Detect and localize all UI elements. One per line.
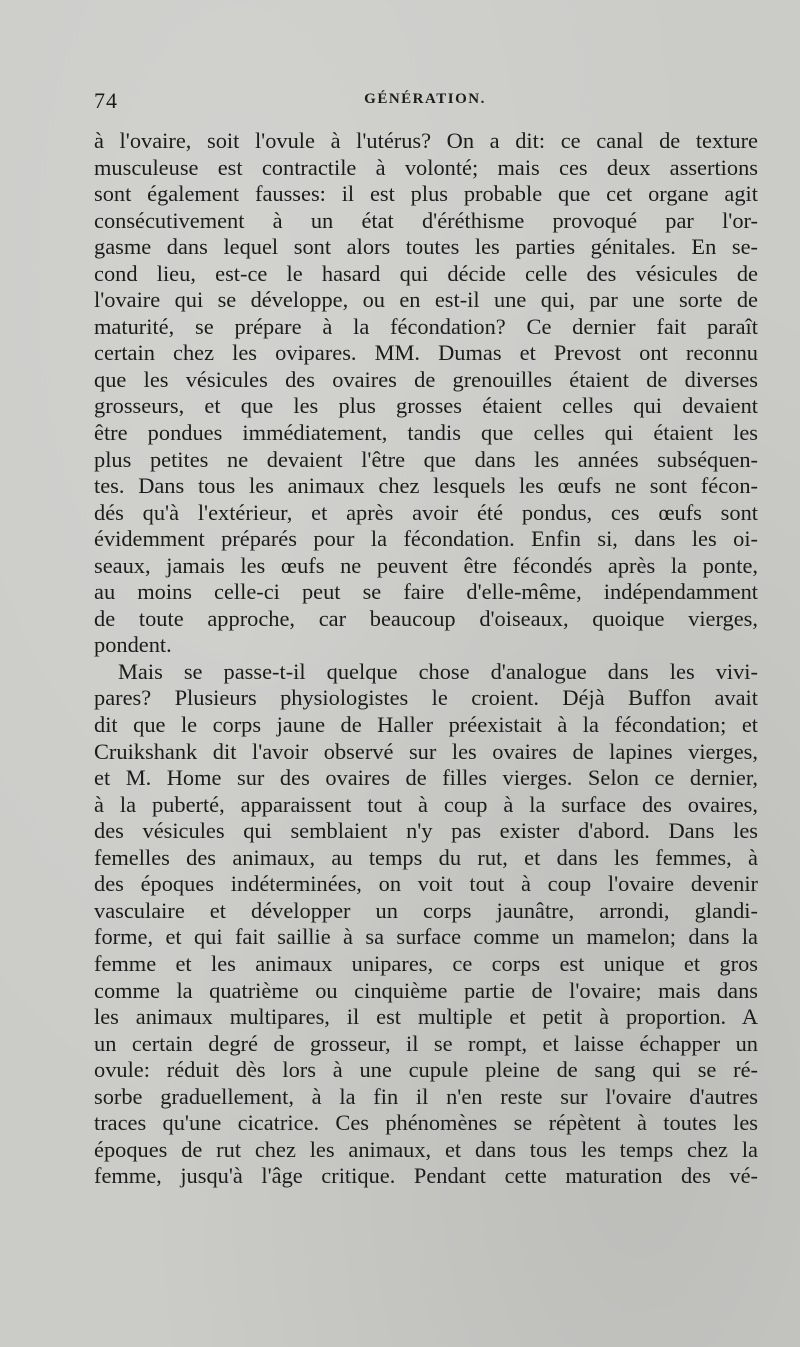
text-line: à l'ovaire, soit l'ovule à l'utérus? On a dit: ce canal de texture: [94, 128, 758, 153]
text-line: forme, et qui fait saillie à sa surface comme un mamelon; dans la: [94, 924, 758, 950]
text-line: grosseurs, et que les plus grosses étaient celles qui devaient: [94, 393, 758, 419]
text-line: tes. Dans tous les animaux chez lesquels les œufs ne sont fécon-: [94, 473, 758, 499]
paragraph-2: [94, 659, 758, 1190]
text-line: être pondues immédiatement, tandis que celles qui étaient les: [94, 420, 758, 446]
text-line: vasculaire et développer un corps jaunâtre, arrondi, glandi-: [94, 897, 758, 923]
text-line: gasme dans lequel sont alors toutes les parties génitales. En se-: [94, 234, 758, 260]
body-text: [94, 128, 758, 1190]
text-line: maturité, se prépare à la fécondation? Ce dernier fait paraît: [94, 313, 758, 339]
text-line: que les vésicules des ovaires de grenouilles étaient de diverses: [94, 366, 758, 392]
text-line: des époques indéterminées, on voit tout à coup l'ovaire devenir: [94, 871, 758, 897]
running-head: [92, 88, 758, 118]
text-line: l'ovaire qui se développe, ou en est-il une qui, par une sorte de: [94, 287, 758, 313]
text-line: Mais se passe-t-il quelque chose d'analogue dans les vivi-: [118, 658, 758, 684]
text-line: certain chez les ovipares. MM. Dumas et Prevost ont reconnu: [94, 340, 758, 366]
running-title: GÉNÉRATION.: [364, 91, 486, 107]
text-line: pares? Plusieurs physiologistes le croient. Déjà Buffon avait: [94, 685, 758, 711]
text-line: pondent.: [94, 632, 172, 658]
text-line: femelles des animaux, au temps du rut, et dans les femmes, à: [94, 844, 758, 870]
text-line: à la puberté, apparaissent tout à coup à la surface des ovaires,: [94, 791, 758, 817]
text-line: consécutivement à un état d'éréthisme provoqué par l'or-: [94, 207, 758, 233]
text-line: sorbe graduellement, à la fin il n'en reste sur l'ovaire d'autres: [94, 1083, 758, 1109]
paragraph-1: [94, 128, 758, 659]
text-line: seaux, jamais les œufs ne peuvent être fécondés après la ponte,: [94, 552, 758, 578]
text-line: époques de rut chez les animaux, et dans tous les temps chez la: [94, 1136, 758, 1162]
page-number: 74: [94, 88, 118, 113]
text-line: un certain degré de grosseur, il se rompt, et laisse échapper un: [94, 1030, 758, 1056]
text-line: de toute approche, car beaucoup d'oiseaux, quoique vierges,: [94, 605, 758, 631]
text-line: les animaux multipares, il est multiple et petit à proportion. A: [94, 1004, 758, 1030]
text-line: au moins celle-ci peut se faire d'elle-même, indépendamment: [94, 579, 758, 605]
text-line: musculeuse est contractile à volonté; mais ces deux assertions: [94, 154, 758, 180]
text-line: cond lieu, est-ce le hasard qui décide celle des vésicules de: [94, 260, 758, 286]
text-line: femme et les animaux unipares, ce corps est unique et gros: [94, 950, 758, 976]
text-line: sont également fausses: il est plus probable que cet organe agit: [94, 181, 758, 207]
text-line: ovule: réduit dès lors à une cupule pleine de sang qui se ré-: [94, 1057, 758, 1083]
text-line: évidemment préparés pour la fécondation. Enfin si, dans les oi-: [94, 526, 758, 552]
text-line: des vésicules qui semblaient n'y pas exister d'abord. Dans les: [94, 818, 758, 844]
text-line: dés qu'à l'extérieur, et après avoir été pondus, ces œufs sont: [94, 499, 758, 525]
text-line: traces qu'une cicatrice. Ces phénomènes se répètent à toutes les: [94, 1110, 758, 1136]
text-line: Cruikshank dit l'avoir observé sur les ovaires de lapines vierges,: [94, 738, 758, 764]
text-line: comme la quatrième ou cinquième partie de l'ovaire; mais dans: [94, 977, 758, 1003]
text-line: et M. Home sur des ovaires de filles vierges. Selon ce dernier,: [94, 765, 758, 791]
text-line: plus petites ne devaient l'être que dans les années subséquen-: [94, 446, 758, 472]
text-line: femme, jusqu'à l'âge critique. Pendant cette maturation des vé-: [94, 1163, 758, 1189]
text-line: dit que le corps jaune de Haller préexistait à la fécondation; et: [94, 712, 758, 738]
